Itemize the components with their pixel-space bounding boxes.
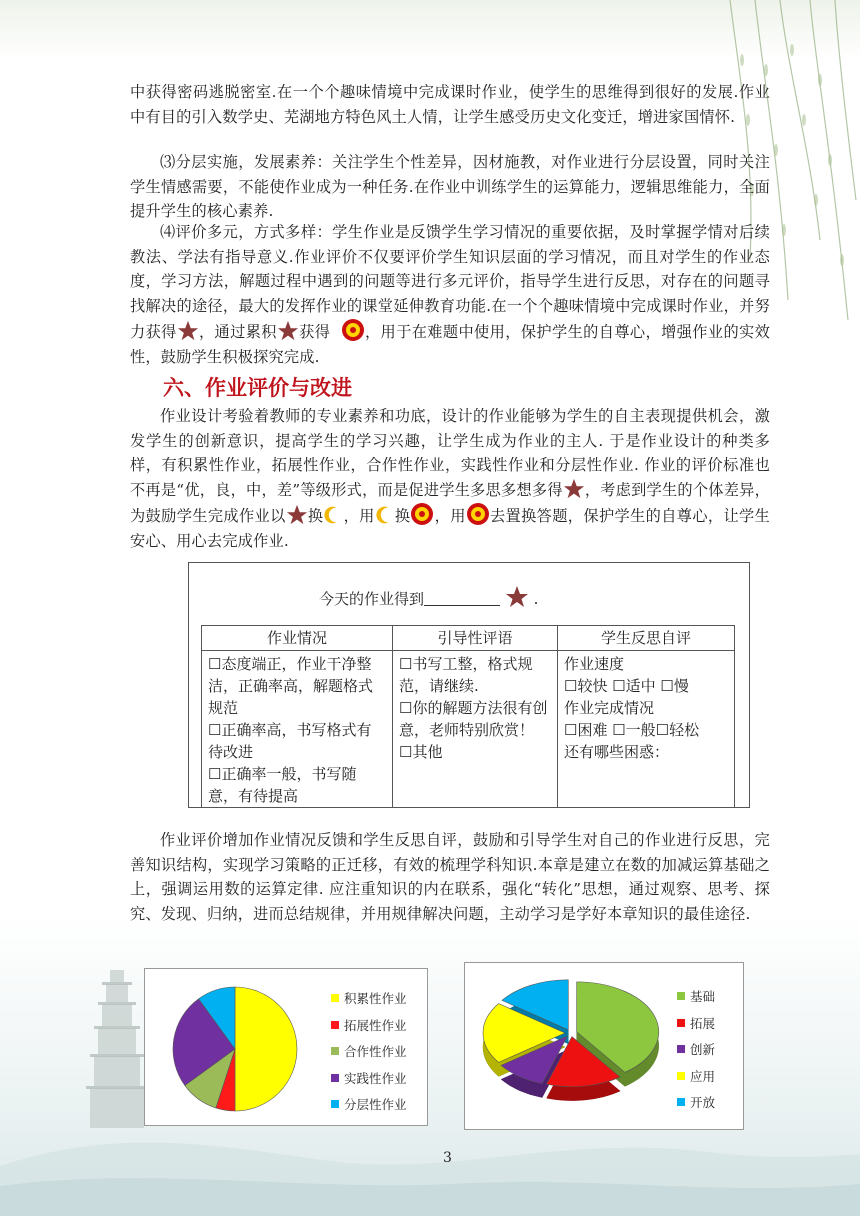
paragraph-4-text-f: ，用	[434, 507, 466, 526]
sun-flower-icon	[341, 318, 365, 342]
legend-label: 实践性作业	[344, 1070, 407, 1086]
comment-option[interactable]: ☐其他	[399, 743, 443, 761]
homework-status-cell	[202, 651, 393, 808]
legend-label: 基础	[690, 989, 716, 1005]
paragraph-4-text-c: 换	[307, 507, 324, 526]
legend-entry	[331, 1012, 407, 1039]
homework-evaluation-section	[130, 404, 770, 554]
status-option[interactable]: ☐正确率高，书写格式有待改进	[208, 721, 372, 761]
reflection-label: 还有哪些困惑：	[564, 743, 670, 761]
paragraph-4-text-g: 去置换答题，保护学生的自尊心，让学生安心、用心去完成作业.	[130, 507, 770, 550]
paragraph-3-text-a: ⑷评价多元，方式多样：学生作业是反馈学生学习情况的重要依据，及时掌握学情对后续教法、学法有指导意义.作业评价不仅要评价学生知识层面的学习情况，而且对学生的作业态度，学习方法，解题过程中遇到的问题等进行多元评价，指导学生进行反思，对存在的问题寻找解决的途径，最大的发挥作业的课堂延伸教育功能.在一个个趣味情境中完成课时作业，并努力获得	[130, 223, 770, 342]
legend-label: 开放	[690, 1095, 716, 1111]
legend-label: 合作性作业	[344, 1044, 407, 1060]
paragraph-4-text-a: 作业设计考验着教师的专业素养和功底，设计的作业能够为学生的自主表现提供机会，激发学生的创新意识，提高学生的学习兴趣，让学生成为作业的主人. 于是作业设计的种类多样，有积累性作业，拓展性作业，合作性作业，实践性作业和分层性作业. 作业的评价标准也不再是“优，良，中，差”等级形式，而是促进学生多思多想多得	[130, 407, 770, 499]
star-icon	[505, 585, 529, 609]
paragraph-3-text-c: 获得	[298, 323, 331, 342]
pie-chart-2-plot	[471, 971, 681, 1121]
legend-swatch	[677, 1098, 685, 1106]
comment-option[interactable]: ☐你的解题方法很有创意，老师特别欣赏！	[399, 699, 548, 739]
star-icon	[177, 320, 199, 342]
legend-entry	[677, 1036, 715, 1063]
homework-level-pie-chart	[464, 962, 744, 1130]
pie-chart-1-legend	[331, 985, 407, 1118]
evaluation-title-text: 今天的作业得到	[319, 590, 425, 608]
reflection-option[interactable]: ☐较快 ☐适中 ☐慢	[564, 677, 689, 695]
legend-label: 分层性作业	[344, 1097, 407, 1113]
legend-entry	[677, 1089, 715, 1116]
star-icon	[286, 504, 308, 526]
paragraph-2: ⑶分层实施，发展素养：关注学生个性差异，因材施教，对作业进行分层设置，同时关注学生情感需要，不能使作业成为一种任务.在作业中训练学生的运算能力，逻辑思维能力，全面提升学生的核心素养.	[130, 153, 770, 221]
section-heading: 六、作业评价与改进	[163, 376, 352, 400]
pie-chart-1-plot	[165, 979, 305, 1119]
star-icon	[563, 478, 585, 500]
legend-label: 积累性作业	[344, 991, 407, 1007]
legend-label: 拓展性作业	[344, 1017, 407, 1033]
answer-blank[interactable]	[424, 591, 500, 606]
table-row	[202, 651, 735, 808]
header-guiding-comments: 引导性评语	[393, 626, 558, 651]
legend-entry	[677, 983, 715, 1010]
layered-implementation-section	[130, 150, 770, 224]
evaluation-diversity-section	[130, 220, 770, 370]
legend-swatch	[677, 992, 685, 1000]
legend-swatch	[677, 1072, 685, 1080]
sun-flower-icon	[466, 502, 490, 526]
reflection-option[interactable]: ☐困难 ☐一般☐轻松	[564, 721, 700, 739]
guiding-comments-cell	[393, 651, 558, 808]
intro-paragraph	[130, 80, 770, 129]
homework-type-pie-chart	[144, 968, 428, 1126]
evaluation-card	[188, 562, 750, 808]
paragraph-5: 作业评价增加作业情况反馈和学生反思自评，鼓励和引导学生对自己的作业进行反思，完善知识结构，实现学习策略的正迁移，有效的梳理学科知识.本章是建立在数的加减运算基础之上，强调运用数的运算定律. 应注重知识的内在联系，强化“转化”思想，通过观察、思考、探究、发现、归纳，进而总结规律，并用规律解决问题，主动学习是学好本章知识的最佳途径.	[130, 831, 770, 923]
legend-swatch	[331, 994, 339, 1002]
summary-section	[130, 828, 770, 926]
legend-entry	[677, 1010, 715, 1037]
paragraph-4	[130, 404, 770, 554]
paragraph-1: 中获得密码逃脱密室.在一个个趣味情境中完成课时作业，使学生的思维得到很好的发展.作业中有目的引入数学史、芜湖地方特色风土人情，让学生感受历史文化变迁，增进家国情怀.	[130, 83, 770, 126]
legend-entry	[677, 1063, 715, 1090]
paragraph-3-text-d: ，用于在难题中使用，保护学生的自尊心，增强作业的实效性，鼓励学生积极探究完成.	[130, 323, 771, 366]
legend-label: 拓展	[690, 1015, 716, 1031]
legend-entry	[331, 1065, 407, 1092]
legend-label: 应用	[690, 1068, 716, 1084]
legend-entry	[331, 1038, 407, 1065]
paragraph-4-text-e: 换	[394, 507, 411, 526]
crescent-moon-icon	[375, 504, 395, 526]
pie-slice	[235, 987, 297, 1111]
legend-label: 创新	[690, 1042, 716, 1058]
evaluation-card-title	[319, 585, 538, 609]
crescent-moon-icon	[323, 504, 343, 526]
evaluation-title-end: .	[533, 590, 539, 608]
page-number: 3	[443, 1150, 452, 1166]
legend-entry	[331, 985, 407, 1012]
legend-swatch	[677, 1045, 685, 1053]
legend-swatch	[331, 1100, 339, 1108]
legend-swatch	[331, 1021, 339, 1029]
self-reflection-cell	[558, 651, 735, 808]
table-header-row	[202, 626, 735, 651]
legend-swatch	[677, 1019, 685, 1027]
comment-option[interactable]: ☐书写工整，格式规范，请继续.	[399, 655, 533, 695]
pie-chart-2-legend	[677, 983, 715, 1116]
status-option[interactable]: ☐态度端正，作业干净整洁，正确率高，解题格式规范	[208, 655, 374, 717]
paragraph-4-text-d: ，用	[343, 507, 375, 526]
header-homework-status: 作业情况	[202, 626, 393, 651]
paragraph-3	[130, 220, 770, 370]
legend-entry	[331, 1091, 407, 1118]
legend-swatch	[331, 1074, 339, 1082]
star-icon	[277, 320, 299, 342]
paragraph-4-text-b: ，考虑到学生的个体差异，为鼓励学生完成作业以	[130, 480, 770, 526]
evaluation-table	[201, 625, 735, 808]
legend-swatch	[331, 1047, 339, 1055]
paragraph-3-text-b: ，通过累积	[198, 323, 277, 342]
reflection-label: 作业速度	[564, 655, 625, 673]
reflection-label: 作业完成情况	[564, 699, 655, 717]
sun-flower-icon	[410, 502, 434, 526]
status-option[interactable]: ☐正确率一般，书写随意，有待提高	[208, 765, 357, 805]
header-self-reflection: 学生反思自评	[558, 626, 735, 651]
